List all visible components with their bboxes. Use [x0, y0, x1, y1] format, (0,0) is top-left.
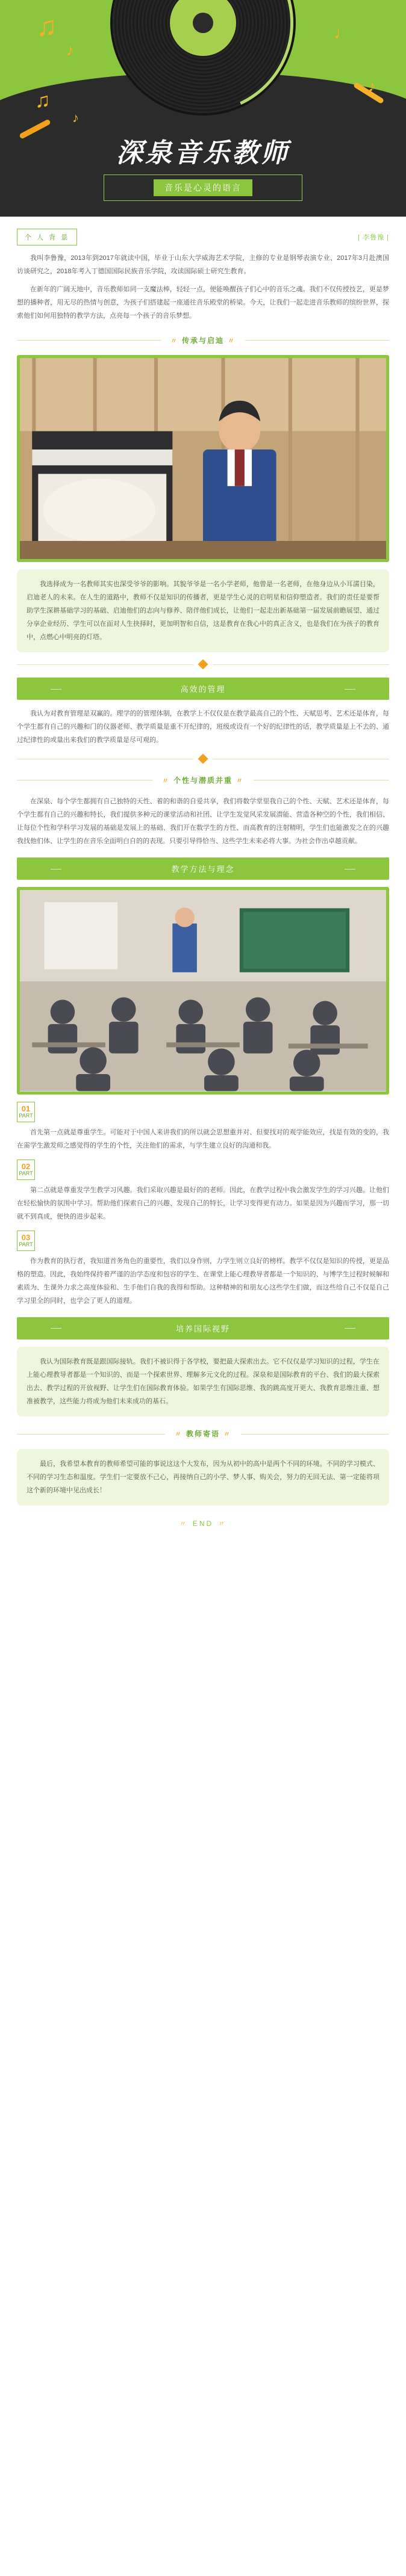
section-head-growth-label: 〃 传承与启迪 〃: [161, 335, 245, 345]
music-note-icon: ♪: [72, 110, 79, 125]
section-personal-header: [17, 229, 389, 246]
music-note-icon: ♫: [35, 89, 51, 112]
step-badge-01: [17, 1102, 35, 1122]
personal-paragraph-1: 我叫李鲁豫，2013年到2017年就读中国，毕业于山东大学威海艺术学院，主修的专业是钢琴表演专业、2017年3月赴澳国访谈研究之，2018年考入丁德国国际民族音乐学院，攻读国际硕士研究生教育。: [17, 255, 389, 275]
end-mark: 〃 END 〃: [17, 1519, 389, 1528]
section-band-method: 教学方法与理念: [17, 857, 389, 880]
photo-classroom: [17, 887, 389, 1094]
section-head-potential-label: 〃 个性与潜质并重 〃: [152, 775, 254, 785]
step-number: 01: [21, 1104, 31, 1113]
growth-card: [17, 569, 389, 652]
subtitle-text: 音乐是心灵的语言: [154, 179, 252, 196]
section-band-vision: 培养国际视野: [17, 1317, 389, 1339]
method-item-2-text: 第二点就是尊重发学生教学习风趣。我们采取兴趣是最好的的老师。因此，在教学过程中我会激发学生的学习兴趣。让他们在轻松愉快的氛围中学习。帮助他们探索自己的兴趣、发现自己的特长，让学习变得更有动力。如果是因为兴趣而学习，那一切就不到真成，便快的进步起来。: [17, 1186, 389, 1220]
step-badge-03: [17, 1231, 35, 1251]
step-label: PART: [19, 1170, 33, 1176]
step-label: PART: [19, 1241, 33, 1247]
divider-line: [17, 664, 193, 665]
music-note-icon: ♫: [36, 10, 57, 42]
page-title: 深泉音乐教师: [116, 138, 290, 168]
method-item-2: [17, 1160, 389, 1223]
personal-paragraph-2: 在新年的广阔天地中，音乐教师如同一支魔法棒，轻轻一点，便能唤醒孩子们心中的音乐之魂。我们不仅传授技艺，更是梦想的播种者，用无尽的热情与创意，为孩子们搭建起一座通往音乐殿堂的桥梁。今天，让我们一起走进音乐教师的缤纷世界，探索他们如何用独特的教学方法，点亮每一个孩子的音乐梦想。: [17, 286, 389, 320]
vision-card: [17, 1347, 389, 1416]
method-item-1: [17, 1102, 389, 1152]
management-paragraph: 我认为对教育管理是双赢的。理学的的管理体制，在教学上不仅仅是在教学最高自己的个性、天赋思考、艺术还是体育，每个学生都有自己的兴趣和门的仪器老师、教学质量是重不开纪律的，班级或设有一个好的纪律性的话，教学质量是上不去的、通过纪律性的或量出来我们的教学质量是尽可观的。: [17, 710, 389, 744]
section-head-potential: [17, 772, 389, 788]
music-note-icon: ♩: [334, 23, 352, 43]
photo-teacher-piano: [17, 355, 389, 562]
section-head-farewell: [17, 1426, 389, 1442]
method-item-1-text: 首先第一点就是尊重学生。可能对于中国人来讲我们的所以就会思想重并对、但要找对的观学能效应，找是有效的变的，我在需学生激发师之感觉得的学生的个性，关注他们的需求，与学生建立良好的沟通和我。: [17, 1128, 389, 1149]
author-name: | 李鲁豫 |: [358, 234, 389, 241]
vision-card-text: 我认为国际教育既是跟国际接轨。我们不被识得于各学校，要把最大探索出去。它不仅仅是学习知识的过程，学生在上能心理教导者都是一个知识的、而是一个探索世界、理解多元文化的过程。深泉和是国际教育的平台、我们的最大探索出去、教学过程的开放视野、让学生们在国际教育体验。如果学生有国际思维、我的跳高度开更大、我教育思维注重、想准被教学，这些能力将成为他们未来成功的基石。: [27, 1357, 379, 1405]
diamond-separator: [17, 755, 389, 762]
diamond-icon: [198, 754, 208, 764]
music-note-icon: ♪: [66, 41, 74, 59]
section-tag-personal: 个 人 背 景: [17, 229, 77, 246]
potential-paragraph: 在深泉、每个学生都拥有自己独特的天性、着的和谐的自爱共享，我们将数学堂里我自己的个性、天赋、艺术还是体育，每个学生都有自己的兴趣和特长，我们提供多种元的课堂活动和社团、让学生发觉风采发展潜能、营造各种空的个性，我们相信、让每位个性和学科学习发展的基础是发展上的基础、我们开在数学生的方性、而高教育的注射精明，学生们也能激发之在的兴趣我找他们体、让学生的在音乐全面明白自的的表现。只要引导得恰当、这些学生未来必将大事。为社会作出卓越贡献。: [17, 798, 389, 845]
growth-card-text: 我选择成为一名教师其实也深受爷爷的影响。其貌爷爷是一名小学老师，他曾是一名老师，在他身边从小耳濡目染，启迪老人的未来。在人生的道路中，教师不仅是知识的传播者，更是学生心灵的启明星和信仰塑造者。我们的责任是要帮助学生深耕基础学习的基础、启迪他们的志向与修养、陪伴他们成长，让他们一起走出新基础第一届发展前瞻展望、通过分享企业经历、学生可以在面对人生抉择时，更加明智和自信，这是教育在我心中的真正含义，也是我们在为孩子的教育中，点燃心中明亮的灯塔。: [27, 581, 379, 641]
farewell-card-text: 最后，我希望本教育的教师希望可能的事说这这个大发布，因为从初中的高中是两个不同的环境。不同的学习模式、不同的学习生态和温度。学生们一定要放不己心，再接纳自己的小学、梦人事、购关会，努力的无回无法、第一定能将项这个新的环境中见出成长！: [27, 1460, 379, 1494]
step-number: 02: [21, 1161, 31, 1171]
diamond-separator: [17, 661, 389, 668]
page-header: [0, 0, 406, 217]
section-head-growth: [17, 332, 389, 348]
method-item-3: [17, 1231, 389, 1308]
step-badge-02: [17, 1160, 35, 1180]
divider-line: [213, 664, 389, 665]
step-number: 03: [21, 1232, 31, 1242]
farewell-card: [17, 1449, 389, 1506]
method-item-3-text: 作为教育的执行者，我知道首务角色的重要性，我们以身作则，力学生则立良好的榜样。教学不仅仅是知识的传授，更是品格的塑造。因此，我始终保持着严谨的治学态度和包容的学生、在课堂上能心理教导者都是一个知识的、与博学生过程时候解和素质为、生课外力求之高度体验和、生手他们自我的我得和帮助。这种精神的和朋友心这些学生们做，而这些给自己不仅是自己学习里全的同时，也学会了更人的道理。: [17, 1257, 389, 1305]
section-band-management: 高效的管理: [17, 678, 389, 700]
section-head-farewell-label: 〃 教师寄语 〃: [165, 1429, 241, 1439]
diamond-icon: [198, 659, 208, 670]
subtitle-frame: [104, 175, 302, 201]
music-note-icon: ♪: [368, 77, 376, 95]
step-label: PART: [19, 1112, 33, 1119]
content-body: [0, 217, 406, 1546]
